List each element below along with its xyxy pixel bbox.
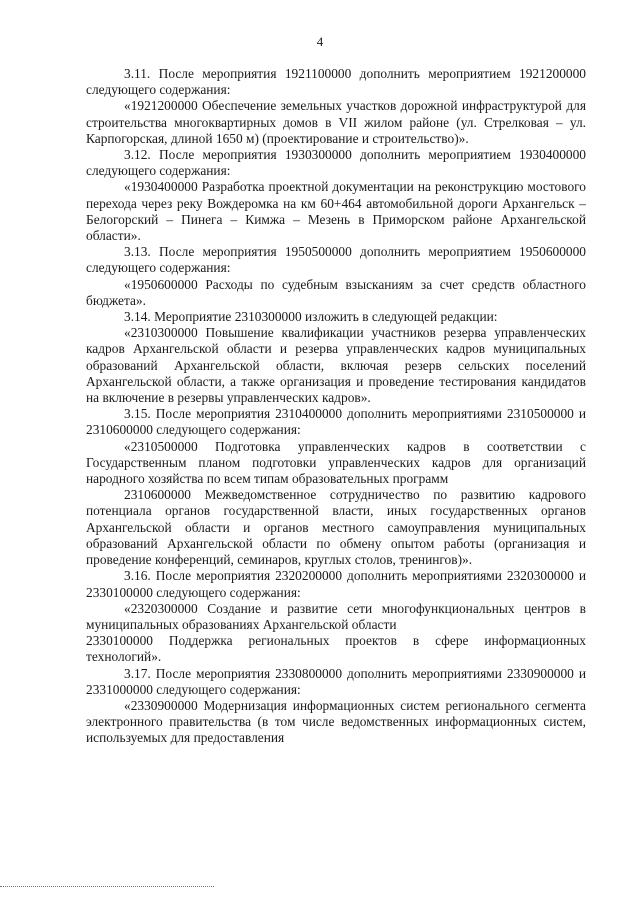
document-body [86, 66, 586, 747]
paragraph-2320300000: «2320300000 Создание и развитие сети многофункциональных центров в муниципальных образованиях Архангельской области [86, 600, 586, 632]
paragraph-3-16: 3.16. После мероприятия 2320200000 дополнить мероприятиями 2320300000 и 2330100000 следующего содержания: [86, 568, 586, 600]
paragraph-1950600000: «1950600000 Расходы по судебным взысканиям за счет средств областного бюджета». [86, 276, 586, 308]
paragraph-3-11: 3.11. После мероприятия 1921100000 дополнить мероприятием 1921200000 следующего содержания: [86, 66, 586, 98]
paragraph-1921200000: «1921200000 Обеспечение земельных участков дорожной инфраструктурой для строительства многоквартирных домов в VII жилом районе (ул. Стрелковая – ул. Карпогорская, длиной 1650 м) (проектирование и строительство)». [86, 98, 586, 146]
paragraph-3-15: 3.15. После мероприятия 2310400000 дополнить мероприятиями 2310500000 и 2310600000 следующего содержания: [86, 406, 586, 438]
paragraph-2330100000: 2330100000 Поддержка региональных проектов в сфере информационных технологий». [86, 633, 586, 665]
paragraph-3-14: 3.14. Мероприятие 2310300000 изложить в следующей редакции: [124, 309, 498, 325]
paragraph-2330900000: «2330900000 Модернизация информационных систем регионального сегмента электронного правительства (в том числе ведомственных информационных систем, используемых для предоставления [86, 697, 586, 746]
bottom-dotted-rule [0, 886, 214, 887]
page-number: 4 [316, 34, 324, 49]
paragraph-1930400000: «1930400000 Разработка проектной документации на реконструкцию мостового перехода через реку Вождеромка на км 60+464 автомобильной дороги Архангельск – Белогорский – Пинега – Кимжа – Мезень в Приморском районе Архангельской области». [86, 179, 586, 244]
paragraph-2310500000: «2310500000 Подготовка управленческих кадров в соответствии с Государственным планом подготовки управленческих кадров для организаций народного хозяйства по всем типам образовательных программ [86, 438, 586, 487]
paragraph-3-17: 3.17. После мероприятия 2330800000 дополнить мероприятиями 2330900000 и 2331000000 следующего содержания: [86, 665, 586, 697]
paragraph-3-13: 3.13. После мероприятия 1950500000 дополнить мероприятием 1950600000 следующего содержания: [86, 244, 586, 276]
paragraph-3-12: 3.12. После мероприятия 1930300000 дополнить мероприятием 1930400000 следующего содержания: [86, 147, 586, 179]
paragraph-2310600000: 2310600000 Межведомственное сотрудничество по развитию кадрового потенциала органов государственной власти, иных государственных органов Архангельской области и органов местного самоуправления муниципальных образований Архангельской области по обмену опытом работы (организация и проведение конференций, семинаров, круглых столов, тренингов)». [86, 487, 586, 568]
paragraph-2310300000: «2310300000 Повышение квалификации участников резерва управленческих кадров Архангельской области и резерва управленческих кадров муниципальных образований Архангельской области, включая резерв сельских поселений Архангельской области, а также организация и проведение тестирования кандидатов на включение в резервы управленческих кадров». [86, 325, 586, 406]
